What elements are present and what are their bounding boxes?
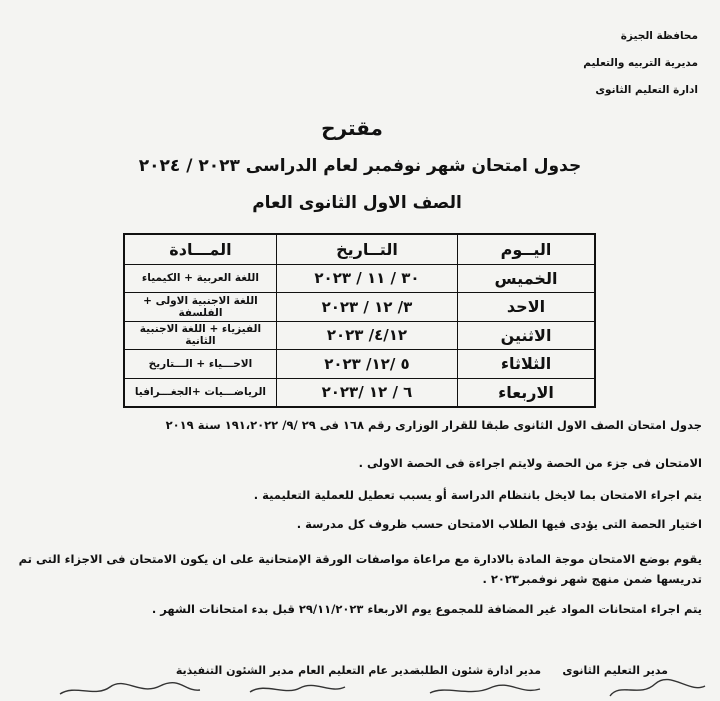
table-row [124, 378, 595, 407]
row-day: الاثنين [458, 321, 595, 350]
row-date: ٦ / ١٢ /٢٠٢٣ [276, 378, 457, 407]
note-non-credit-subjects: يتم اجراء امتحانات المواد غير المضافة للمجموع يوم الاربعاء ٢٩/١١/٢٠٢٣ قبل بدء امتحانات الشهر . [151, 602, 702, 616]
proposal-title: مقترح [321, 116, 383, 140]
row-day: الخميس [458, 264, 595, 293]
table-row [124, 321, 595, 350]
schedule-title: جدول امتحان شهر نوفمبر لعام الدراسى ٢٠٢٣ / ٢٠٢٤ [138, 156, 582, 176]
table-row [124, 350, 595, 379]
row-subject: اللغة الاجنبية الاولى + الفلسفة [124, 293, 276, 322]
exam-schedule-table [123, 233, 596, 408]
note-exam-period: الامتحان فى جزء من الحصة ولايتم اجراءة فى الحصة الاولى . [358, 456, 702, 470]
row-date: ٥ /١٢/ ٢٠٢٣ [276, 350, 457, 379]
note-period-choice: اختيار الحصة التى يؤدى فيها الطلاب الامتحان حسب ظروف كل مدرسة . [296, 517, 702, 531]
signature-secondary-director: مدير التعليم الثانوى [562, 664, 668, 677]
row-subject: الفيزياء + اللغة الاجنبية الثانية [124, 321, 276, 350]
administration-label: ادارة التعليم الثانوى [595, 84, 698, 96]
row-date: ٣/ ١٢ / ٢٠٢٣ [276, 293, 457, 322]
row-day: الاحد [458, 293, 595, 322]
note-decree: جدول امتحان الصف الاول الثانوى طبقا للقرار الوزارى رقم ١٦٨ فى ٢٩ /٩/ ١٩١،٢٠٢٢ سنة ٢٠١٩ [165, 418, 702, 432]
table-row [124, 293, 595, 322]
directorate-label: مديرية التربيه والتعليم [583, 57, 698, 69]
governorate-label: محافظة الجيزة [620, 30, 698, 42]
header-subject: المـــادة [124, 234, 276, 264]
handwritten-signatures [0, 678, 720, 701]
signature-student-affairs: مدير ادارة شئون الطلبة [413, 664, 541, 677]
table-row [124, 264, 595, 293]
row-day: الثلاثاء [458, 350, 595, 379]
row-date: ٣٠ / ١١ / ٢٠٢٣ [276, 264, 457, 293]
header-day: اليــوم [458, 234, 595, 264]
note-exam-setter: يقوم بوضع الامتحان موجة المادة بالادارة مع مراعاة مواصفات الورقة الإمتحانية على ان يكون الامتحان فى الاجزاء التى تم تدريسها ضمن منهج شهر نوفمبر٢٠٢٣ . [18, 552, 702, 586]
signature-general-education: مدير عام التعليم العام [298, 664, 416, 677]
row-subject: اللغة العربية + الكيمياء [124, 264, 276, 293]
row-subject: الرياضـــيات +الجغـــرافيا [124, 378, 276, 407]
row-date: ٤/١٢/ ٢٠٢٣ [276, 321, 457, 350]
row-day: الاربعاء [458, 378, 595, 407]
table-header-row [124, 234, 595, 264]
note-no-disruption: يتم اجراء الامتحان بما لايخل بانتظام الدراسة أو يسبب تعطيل للعملية التعليمية . [253, 488, 702, 502]
grade-title: الصف الاول الثانوى العام [252, 193, 462, 213]
header-date: التــاريخ [276, 234, 457, 264]
row-subject: الاحـــياء + الـــتاريخ [124, 350, 276, 379]
signature-executive-affairs: مدير الشئون التنفيذية [175, 664, 294, 677]
